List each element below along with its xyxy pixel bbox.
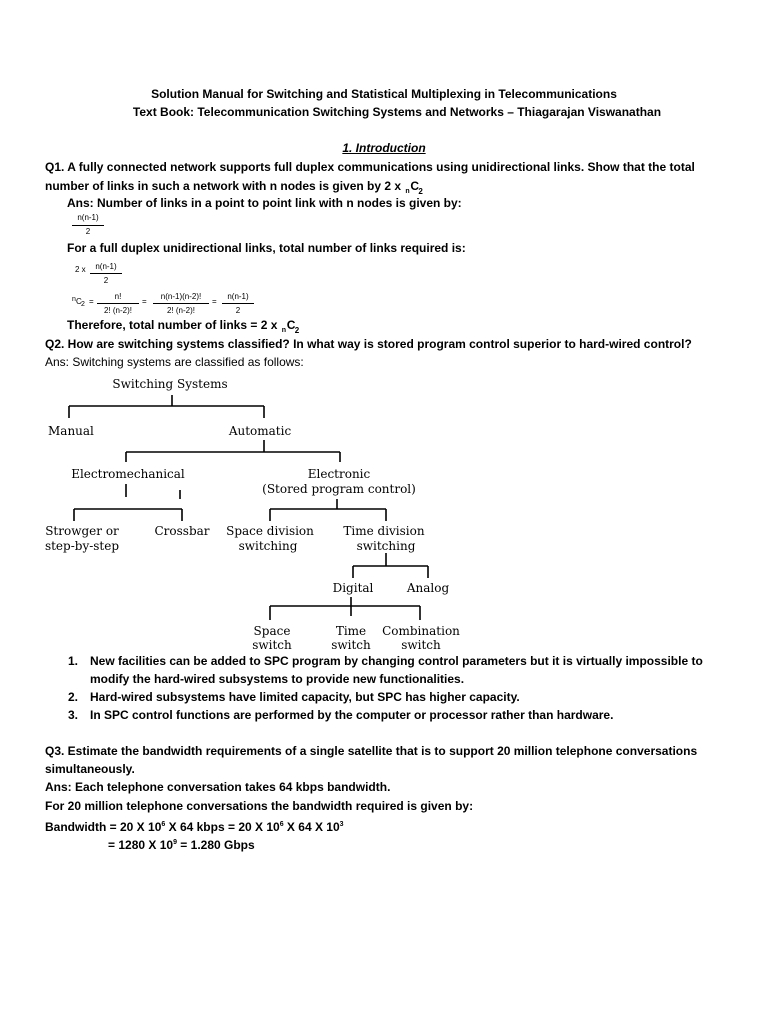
q1-question-text: number of links in such a network with n nodes is given by 2 x: [45, 179, 402, 193]
fraction2-denominator: 2: [103, 276, 109, 285]
formula-combination-symbol: n C 2: [72, 296, 85, 308]
q1-therefore-line: Therefore, total number of links = 2 x n C 2: [67, 318, 300, 335]
tree-node-time-switch: Time: [335, 624, 367, 638]
q2-question: Q2. How are switching systems classified? In what way is stored program control superior to hard-wired control?: [45, 337, 692, 351]
two-times: 2 x: [75, 265, 86, 274]
formula-a-numerator: n!: [114, 292, 122, 301]
q3-answer: Ans: Each telephone conversation takes 64 kbps bandwidth.: [45, 780, 391, 794]
q2-answer: Ans: Switching systems are classified as follows:: [45, 355, 304, 369]
document-title: Solution Manual for Switching and Statistical Multiplexing in Telecommunications: [151, 87, 617, 101]
formula-equals-2: =: [142, 297, 147, 306]
tree-node-combination-switch: Combination: [382, 624, 460, 638]
q3-question-line1: Q3. Estimate the bandwidth requirements of a single satellite that is to support 20 million telephone conversations: [45, 744, 698, 758]
tree-node-time-division: Time division: [343, 524, 425, 538]
tree-node-electromechanical: Electromechanical: [71, 467, 185, 481]
tree-node-manual: Manual: [48, 424, 94, 438]
tree-node-analog: Analog: [406, 581, 450, 595]
fraction2-numerator: n(n-1): [95, 262, 117, 271]
tree-node-space-division: Space division: [226, 524, 314, 538]
tree-node-strowger-sub: step-by-step: [44, 539, 120, 553]
q2-point-1-number: 1.: [68, 654, 79, 668]
tree-node-time-switch-sub: switch: [331, 638, 371, 652]
q1-question-line1: Q1. A fully connected network supports full duplex communications using unidirectional links. Show that the total: [45, 160, 695, 174]
q3-question-line2: simultaneously.: [45, 762, 135, 776]
q2-point-1-line1: New facilities can be added to SPC program by changing control parameters but it is virtually impossible to: [90, 654, 703, 668]
q1-duplex-line: For a full duplex unidirectional links, total number of links required is:: [67, 241, 466, 255]
fraction1-denominator: 2: [85, 227, 91, 236]
q3-bandwidth-formula: Bandwidth = 20 X $10^6$ X 64 kbps = 20 X $10^6$ X 64 X $10^3$: [45, 820, 344, 834]
q2-point-3-line1: In SPC control functions are performed by the computer or processor rather than hardware.: [90, 708, 614, 722]
formula-a-denominator: 2! (n-2)!: [103, 306, 132, 315]
tree-node-digital: Digital: [332, 581, 374, 595]
tree-node-combination-switch-sub: switch: [401, 638, 441, 652]
q2-point-2-line1: Hard-wired subsystems have limited capacity, but SPC has higher capacity.: [90, 690, 520, 704]
document-subtitle: Text Book: Telecommunication Switching Systems and Networks – Thiagarajan Viswanathan: [132, 105, 662, 119]
tree-node-crossbar: Crossbar: [154, 524, 210, 538]
formula-c-numerator: n(n-1): [227, 292, 249, 301]
tree-node-time-division-sub: switching: [356, 539, 416, 553]
tree-node-electronic-sub: (Stored program control): [262, 482, 416, 496]
fraction1-numerator: n(n-1): [77, 213, 99, 222]
q2-point-1-line2: modify the hard-wired subsystems to provide new functionalities.: [90, 672, 465, 686]
formula-equals-1: =: [89, 297, 94, 306]
q2-point-2-number: 2.: [68, 690, 79, 704]
formula-c-denominator: 2: [235, 306, 241, 315]
tree-node-space-switch: Space: [253, 624, 291, 638]
q3-for-line: For 20 million telephone conversations the bandwidth required is given by:: [45, 799, 474, 813]
formula-equals-3: =: [212, 297, 217, 306]
tree-node-space-division-sub: switching: [238, 539, 298, 553]
q1-question-line2: number of links in such a network with n nodes is given by 2 x n C 2: [45, 179, 423, 196]
q3-bandwidth-result: = 1280 X $10^9 = 1.280$ Gbps: [108, 838, 255, 852]
formula-b-denominator: 2! (n-2)!: [166, 306, 195, 315]
tree-node-electronic: Electronic: [307, 467, 371, 481]
tree-node-automatic: Automatic: [228, 424, 292, 438]
section-heading: 1. Introduction: [342, 141, 426, 155]
tree-node-strowger: Strowger or: [45, 524, 119, 538]
q1-therefore-text: Therefore, total number of links = 2 x: [67, 318, 278, 332]
tree-node-space-switch-sub: switch: [252, 638, 292, 652]
q1-answer-line: Ans: Number of links in a point to point link with n nodes is given by:: [67, 196, 462, 210]
tree-node-switching-systems: Switching Systems: [112, 377, 228, 391]
formula-b-numerator: n(n-1)(n-2)!: [160, 292, 202, 301]
q2-point-3-number: 3.: [68, 708, 79, 722]
